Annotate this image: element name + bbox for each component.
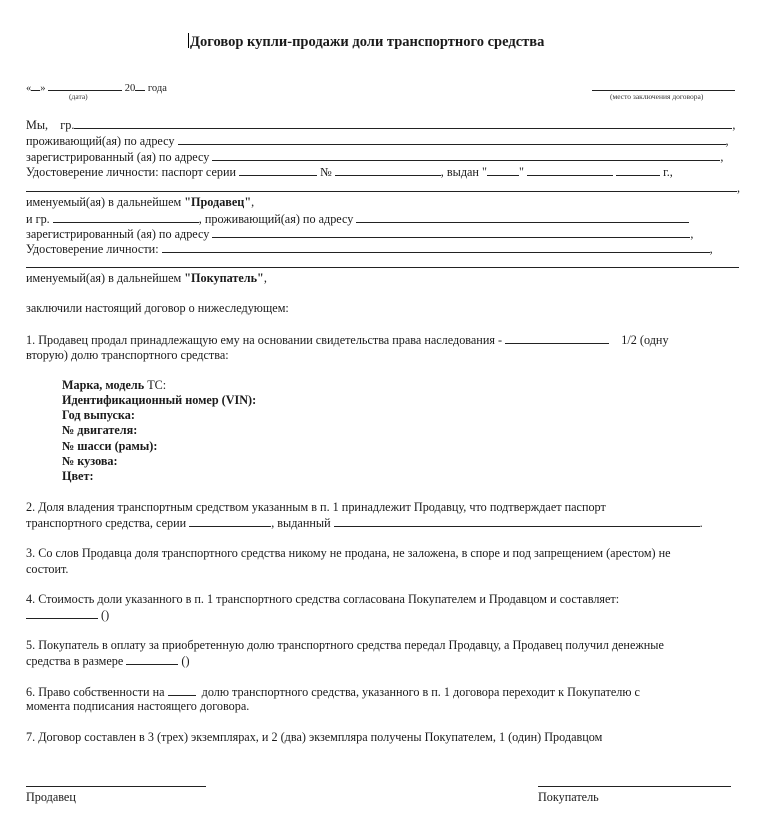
seller-signature-line [26, 785, 206, 787]
vehicle-year: Год выпуска: [62, 408, 135, 422]
clause-2-line-2: транспортного средства, серии , выданный . [26, 516, 703, 530]
buyer-id-blank [162, 241, 710, 253]
seller-role: "Продавец" [184, 195, 252, 209]
clause-3-line-1: 3. Со слов Продавца доля транспортного средства никому не продана, не заложена, в споре и под запрещением (арестом) не [26, 546, 671, 560]
vehicle-chassis: № шасси (рамы): [62, 439, 158, 453]
certificate-blank [505, 332, 609, 344]
vehicle-body: № кузова: [62, 454, 118, 468]
issue-year-blank [616, 164, 660, 176]
seller-issuer-line: , [26, 180, 740, 195]
seller-passport-line: Удостоверение личности: паспорт серии № , выдан " " г., [26, 165, 673, 179]
clause-7: 7. Договор составлен в 3 (трех) экземплярах, и 2 (два) экземпляра получены Покупателем, 1 (один) Продавцом [26, 730, 603, 744]
intro-text: заключили настоящий договор о нижеследующем: [26, 301, 289, 315]
buyer-issuer-blank [26, 266, 739, 268]
seller-address-blank [178, 133, 726, 145]
vehicle-color: Цвет: [62, 469, 94, 483]
clause-3-line-2: состоит. [26, 562, 69, 576]
seller-name-line: Мы, гр. , [26, 118, 736, 132]
buyer-name-line: и гр. , проживающий(ая) по адресу [26, 211, 689, 226]
title-text: Договор купли-продажи доли транспортного средства [190, 34, 545, 50]
date-line: « » 20 года [26, 79, 167, 96]
vehicle-make: Марка, модель ТС: [62, 378, 167, 392]
seller-signature-label: Продавец [26, 790, 76, 804]
clause-1-line-2: вторую) долю транспортного средства: [26, 348, 229, 362]
vehicle-vin: Идентификационный номер (VIN): [62, 393, 257, 407]
buyer-id-line: Удостоверение личности: , [26, 242, 713, 256]
pts-issuer-blank [334, 515, 700, 527]
buyer-signature-label: Покупатель [538, 790, 599, 804]
seller-name-blank [74, 117, 732, 129]
seller-registration-line: зарегистрированный (ая) по адресу , [26, 150, 724, 164]
buyer-name-blank [53, 211, 199, 223]
place-blank [592, 89, 735, 91]
buyer-role: "Покупатель" [184, 271, 264, 285]
price-blank [26, 607, 98, 619]
document-title [188, 33, 544, 49]
seller-registration-blank [212, 149, 720, 161]
clause-1-line-1: 1. Продавец продал принадлежащую ему на основании свидетельства права наследования - 1/2 (одну [26, 333, 669, 347]
passport-number-blank [335, 164, 441, 176]
day-blank [31, 79, 40, 91]
date-hint: (дата) [69, 92, 88, 101]
pts-series-blank [189, 515, 271, 527]
buyer-named-line: именуемый(ая) в дальнейшем "Покупатель", [26, 271, 267, 285]
buyer-registration-blank [212, 226, 690, 238]
share-blank [168, 684, 196, 696]
vehicle-engine: № двигателя: [62, 423, 138, 437]
clause-4-line-1: 4. Стоимость доли указанного в п. 1 транспортного средства согласована Покупателем и Продавцом и составляет: [26, 592, 620, 606]
clause-5-line-2: средства в размере () [26, 654, 190, 668]
issue-month-blank [527, 164, 613, 176]
year-blank [135, 79, 145, 91]
text-cursor [188, 33, 189, 48]
seller-issuer-blank [26, 180, 737, 192]
seller-address-line: проживающий(ая) по адресу , [26, 134, 729, 148]
buyer-signature-line [538, 785, 731, 787]
month-blank [48, 79, 122, 91]
clause-6-line-2: момента подписания настоящего договора. [26, 699, 250, 713]
payment-blank [126, 653, 178, 665]
passport-series-blank [239, 164, 317, 176]
clause-4-line-2: () [26, 607, 109, 622]
issue-day-blank [487, 164, 519, 176]
seller-named-line: именуемый(ая) в дальнейшем "Продавец", [26, 195, 255, 209]
clause-5-line-1: 5. Покупатель в оплату за приобретенную долю транспортного средства передал Продавцу, а Продавец получил денежные [26, 638, 664, 652]
clause-6-line-1: 6. Право собственности на долю транспортного средства, указанного в п. 1 договора переходит к Покупателю с [26, 685, 640, 699]
clause-2-line-1: 2. Доля владения транспортным средством указанным в п. 1 принадлежит Продавцу, что подтверждает паспорт [26, 500, 606, 514]
buyer-registration-line: зарегистрированный (ая) по адресу , [26, 227, 694, 241]
place-hint: (место заключения договора) [610, 92, 704, 101]
buyer-address-blank [356, 211, 689, 223]
